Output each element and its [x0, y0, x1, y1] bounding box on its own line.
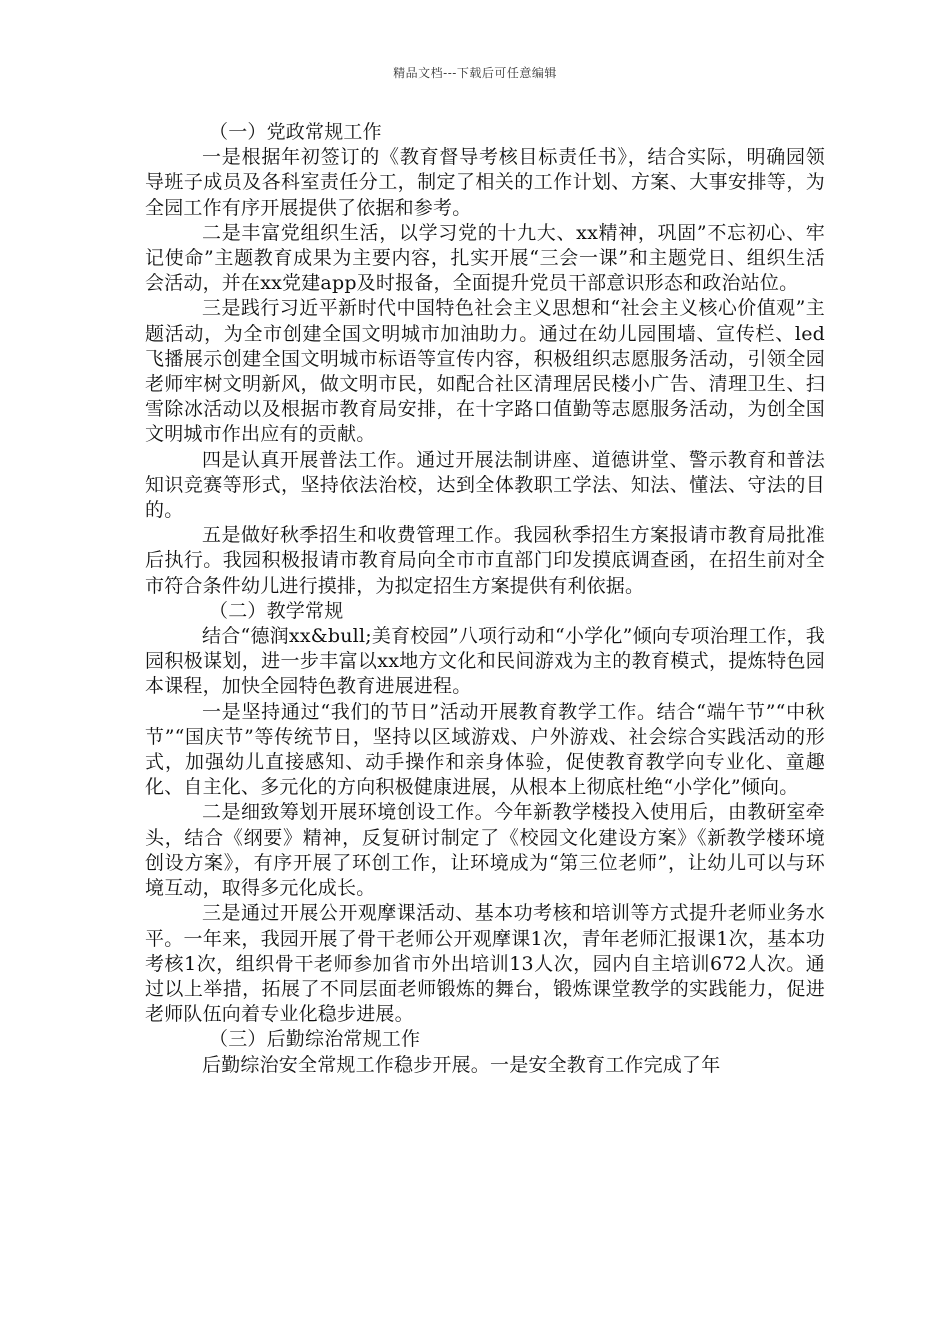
paragraph: 结合“德润xx&bull;美育校园”八项行动和“小学化”倾向专项治理工作，我园积极谋划，进一步丰富以xx地方文化和民间游戏为主的教育模式，提炼特色园本课程，加快全园特色教育进展进程。 [145, 625, 825, 698]
paragraph: 二是细致筹划开展环境创设工作。今年新教学楼投入使用后，由教研室牵头，结合《纲要》精神，反复研讨制定了《校园文化建设方案》《新教学楼环境创设方案》，有序开展了环创工作，让环境成为“第三位老师”，让幼儿可以与环境互动，取得多元化成长。 [145, 801, 825, 900]
paragraph: 三是践行习近平新时代中国特色社会主义思想和“社会主义核心价值观”主题活动，为全市创建全国文明城市加油助力。通过在幼儿园围墙、宣传栏、led飞播展示创建全国文明城市标语等宣传内容，积极组织志愿服务活动，引领全园老师牢树文明新风，做文明市民，如配合社区清理居民楼小广告、清理卫生、扫雪除冰活动以及根据市教育局安排，在十字路口值勤等志愿服务活动，为创全国文明城市作出应有的贡献。 [145, 297, 825, 446]
section-heading: （一）党政常规工作 [209, 121, 382, 143]
paragraph: 五是做好秋季招生和收费管理工作。我园秋季招生方案报请市教育局批准后执行。我园积极报请市教育局向全市市直部门印发摸底调查函，在招生前对全市符合条件幼儿进行摸排，为拟定招生方案提供有利依据。 [145, 524, 825, 597]
paragraph: 后勤综治安全常规工作稳步开展。一是安全教育工作完成了年 [202, 1053, 721, 1076]
section-heading: （二）教学常规 [209, 599, 344, 622]
paragraph: 一是根据年初签订的《教育督导考核目标责任书》，结合实际，明确园领导班子成员及各科室责任分工，制定了相关的工作计划、方案、大事安排等，为全园工作有序开展提供了依据和参考。 [145, 146, 825, 219]
document-body [145, 120, 825, 1078]
page-header: 精品文档---下载后可任意编辑 [393, 66, 557, 80]
paragraph: 四是认真开展普法工作。通过开展法制讲座、道德讲堂、警示教育和普法知识竞赛等形式，坚持依法治校，达到全体教职工学法、知法、懂法、守法的目的。 [145, 448, 825, 522]
section-heading: （三）后勤综治常规工作 [209, 1028, 421, 1051]
paragraph: 三是通过开展公开观摩课活动、基本功考核和培训等方式提升老师业务水平。一年来，我园开展了骨干老师公开观摩课1次，青年老师汇报课1次，基本功考核1次，组织骨干老师参加省市外出培训13人次，园内自主培训672人次。通过以上举措，拓展了不同层面老师锻炼的舞台，锻炼课堂教学的实践能力，促进老师队伍向着专业化稳步进展。 [145, 902, 825, 1026]
paragraph: 二是丰富党组织生活，以学习党的十九大、xx精神，巩固”不忘初心、牢记使命”主题教育成果为主要内容，扎实开展“三会一课”和主题党日、组织生活会活动，并在xx党建app及时报备，全面提升党员干部意识形态和政治站位。 [145, 221, 825, 295]
paragraph: 一是坚持通过“我们的节日”活动开展教育教学工作。结合“端午节”“中秋节”“国庆节”等传统节日，坚持以区域游戏、户外游戏、社会综合实践活动的形式，加强幼儿直接感知、动手操作和亲身体验，促使教育教学向专业化、童趣化、自主化、多元化的方向积极健康进展，从根本上彻底杜绝“小学化”倾向。 [145, 700, 825, 799]
